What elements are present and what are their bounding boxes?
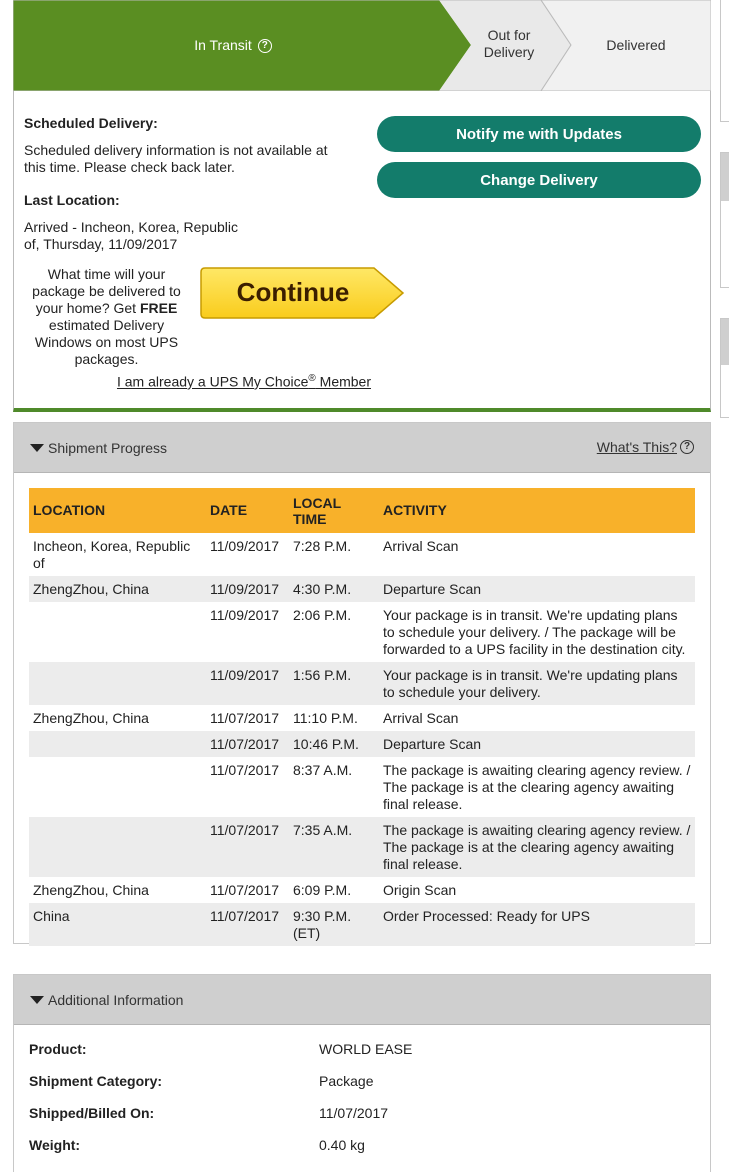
cell-time: 10:46 P.M. — [289, 731, 379, 757]
table-row — [29, 757, 695, 817]
cell-location — [29, 757, 206, 817]
promo-text-free: FREE — [139, 300, 178, 316]
cell-time: 4:30 P.M. — [289, 576, 379, 602]
column-header-activity: ACTIVITY — [379, 488, 695, 533]
column-header-local-time: LOCAL TIME — [289, 488, 379, 533]
cell-date: 11/07/2017 — [210, 710, 280, 726]
cell-activity: Your package is in transit. We're updating plans to schedule your delivery. — [379, 662, 695, 705]
shipment-progress-header[interactable] — [14, 423, 710, 473]
cell-location: ZhengZhou, China — [29, 576, 206, 602]
table-row — [29, 903, 695, 946]
collapse-triangle-icon[interactable] — [30, 444, 44, 452]
step-in-transit-label: In Transit — [194, 37, 252, 53]
cell-activity: Departure Scan — [379, 576, 695, 602]
cell-location — [29, 602, 206, 662]
table-row — [29, 731, 695, 757]
cell-date: 11/09/2017 — [210, 538, 280, 554]
whats-this-link[interactable] — [597, 439, 694, 455]
shipment-category-label: Shipment Category: — [29, 1073, 163, 1089]
cell-date: 11/07/2017 — [206, 903, 289, 946]
cell-date: 11/07/2017 — [206, 817, 289, 877]
cell-activity: Arrival Scan — [383, 538, 459, 554]
notify-me-button[interactable]: Notify me with Updates — [377, 116, 701, 152]
product-value: WORLD EASE — [319, 1041, 413, 1057]
registered-mark: ® — [308, 373, 316, 384]
last-location-text: Arrived - Incheon, Korea, Republic of, Thursday, 11/09/2017 — [24, 219, 238, 252]
cell-activity: The package is awaiting clearing agency review. / The package is at the clearing agency awaiting final release. — [379, 817, 695, 877]
delivery-progress-steps — [13, 0, 711, 91]
cell-time: 7:28 P.M. — [293, 538, 352, 554]
additional-information-header[interactable] — [14, 975, 710, 1025]
shipment-category-value: Package — [319, 1073, 374, 1089]
weight-value: 0.40 kg — [319, 1137, 365, 1153]
cell-date: 11/09/2017 — [206, 576, 289, 602]
shipped-billed-value: 11/07/2017 — [319, 1105, 389, 1121]
delivery-details — [24, 115, 334, 269]
cell-date: 11/07/2017 — [210, 762, 280, 778]
additional-information-section — [13, 974, 711, 1172]
additional-information-title: Additional Information — [48, 992, 184, 1008]
table-row — [29, 602, 695, 662]
cell-location — [29, 817, 206, 877]
cell-location: China — [29, 903, 206, 946]
member-link-text: I am already a UPS My Choice — [116, 373, 309, 390]
cell-date: 11/09/2017 — [210, 607, 280, 623]
shipped-billed-label: Shipped/Billed On: — [29, 1105, 155, 1121]
cell-location: ZhengZhou, China — [33, 882, 149, 898]
member-link-suffix: Member — [315, 373, 371, 390]
shipment-progress-section — [13, 422, 711, 944]
cell-activity: Your package is in transit. We're updating plans to schedule your delivery. / The package will be forwarded to a UPS facility in the destination city. — [383, 607, 686, 657]
promo-text-post: estimated Delivery Windows on most UPS packages. — [34, 317, 179, 367]
sidebar-edge-panel — [720, 152, 729, 288]
collapse-triangle-icon[interactable] — [30, 996, 44, 1004]
weight-label: Weight: — [29, 1137, 81, 1153]
column-header-date: DATE — [206, 488, 289, 533]
cell-date: 11/07/2017 — [210, 882, 280, 898]
continue-button-label: Continue — [236, 277, 350, 307]
info-icon[interactable]: ? — [258, 39, 272, 53]
table-row — [29, 705, 695, 731]
table-row — [29, 533, 695, 576]
continue-button[interactable] — [200, 267, 406, 319]
cell-activity: Departure Scan — [379, 731, 695, 757]
cell-time: 6:09 P.M. — [293, 882, 352, 898]
cell-date: 11/07/2017 — [206, 731, 289, 757]
scheduled-delivery-label: Scheduled Delivery: — [24, 115, 158, 131]
shipment-progress-title: Shipment Progress — [48, 440, 168, 456]
step-out-for-delivery: Out for Delivery — [483, 27, 535, 60]
cell-activity: The package is awaiting clearing agency review. / The package is at the clearing agency awaiting final release. — [383, 762, 691, 812]
help-icon: ? — [680, 440, 694, 454]
cell-time: 8:37 A.M. — [293, 762, 353, 778]
last-location-label: Last Location: — [24, 192, 120, 208]
sidebar-edge-panel — [720, 318, 729, 418]
promo-text-pre: What time will your package be delivered to your home? Get — [32, 266, 181, 316]
cell-time: 7:35 A.M. — [289, 817, 379, 877]
cell-location — [29, 662, 206, 705]
cell-activity: Origin Scan — [383, 882, 457, 898]
table-header-row — [29, 488, 695, 533]
cell-activity: Order Processed: Ready for UPS — [379, 903, 695, 946]
table-row — [29, 877, 695, 903]
cell-location: ZhengZhou, China — [33, 710, 149, 726]
product-label: Product: — [29, 1041, 87, 1057]
scheduled-delivery-text: Scheduled delivery information is not available at this time. Please check back later. — [24, 142, 328, 175]
cell-time: 2:06 P.M. — [293, 607, 352, 623]
cell-time: 11:10 P.M. — [293, 710, 358, 726]
cell-date: 11/09/2017 — [206, 662, 289, 705]
step-delivered: Delivered — [606, 37, 666, 53]
change-delivery-button[interactable]: Change Delivery — [377, 162, 701, 198]
whats-this-text: What's This? — [596, 439, 677, 455]
column-header-location: LOCATION — [29, 488, 206, 533]
step-in-transit — [13, 37, 453, 54]
cell-time: 1:56 P.M. — [289, 662, 379, 705]
table-row — [29, 817, 695, 877]
cell-location: Incheon, Korea, Republic of — [33, 538, 191, 571]
shipment-progress-rows — [29, 533, 695, 946]
cell-activity: Arrival Scan — [383, 710, 459, 726]
cell-location — [29, 731, 206, 757]
table-row — [29, 576, 695, 602]
my-choice-member-link[interactable] — [14, 373, 474, 390]
cell-time: 9:30 P.M. (ET) — [289, 903, 379, 946]
table-row — [29, 662, 695, 705]
delivery-summary-panel — [13, 91, 711, 412]
shipment-progress-table — [29, 488, 695, 946]
sidebar-edge-panel — [720, 0, 729, 122]
my-choice-promo-text — [24, 266, 189, 368]
